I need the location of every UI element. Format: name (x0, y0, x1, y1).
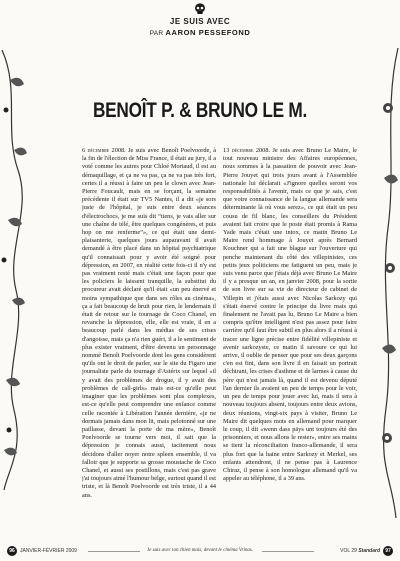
page-footer (0, 545, 400, 557)
article-headline: BENOÎT P. & BRUNO LE M. (92, 99, 308, 122)
issue-info-right (340, 548, 380, 554)
page-number-left: 96 (7, 546, 17, 556)
footer-rule-right (262, 551, 314, 552)
entry-text-left: Je suis avec Benoît Poelvoorde, à la fin de l'élection de Miss France, il était au jury, il a voté comme les autres pour Chloé Mortaud, il est au démaquillage, et ça ne va pas, ça ne va pas très fort, certes il a réussi à faire un peu le clown avec Jean-Pierre Foucault, mais en se forçant, la semaine précédente il était sur TV5 Nantes, il a dit «je sors juste de l'hôpital, je suis entre deux séances d'électrochocs, je me suis dit “tiens, je vais aller sur une chaîne de télé, être quelques congénères, et puis hop on me renferme”», ce qui était une demi-plaisanterie, quelques jours auparavant il avait demandé à être placé dans un hôpital psychiatrique qu'il connaissait pour y avoir été soigné pour dépression, en 2007, en réalité cette fois-ci il n'y est pas vraiment resté mais c'était une façon pour que les policiers le laissent tranquille, la substitut du procureur avait déclaré qu'il était «un peu énervé et moins sympathique que dans ses rôles au cinéma», ça a fait beaucoup de bruit pour rien, le lendemain il était de retour sur le tournage de Coco Chanel, en revanche la dépression, elle, elle est vraie, il en a beaucoup parlé dans les médias de ses crises d'angoisse, mais ça n'a rien guéri, il a le sentiment de plus exister vraiment, d'être devenu un personnage nommé Benoît Poelvoorde dont les gens considèrent qu'ils ont le droit de parler, sur le site du Figaro une journaliste parle du tournage d'Astérix sur lequel «il y avait des problèmes de drogue, il y avait des problèmes de call-girls» mais est-ce qu'elle peut imaginer que les problèmes sont plus complexes, est-ce qu'elle peut comprendre une enfance comme celle racontée à Libération l'année dernière, «je ne dormais jamais dans mon lit, mais pelotonné sur une paillasse, devant la porte de ma mère», Benoît Poelvoorde se tourne vers moi, il sait que la dépression je connais aussi, tacitement nous décidons d'aller noyer notre spleen ensemble, il va falloir que je supporte sa grosse moustache de Coco Chanel, et aussi ses postillons, mais c'est pas grave j'ai toujours aimé l'humour belge, surtout quand il est triste, et là Benoît Poelvoorde est très triste, il a 44 ans. (82, 147, 216, 499)
skull-icon (193, 2, 207, 16)
flower-illustration (378, 48, 400, 518)
byline-author: AARON PESSEFOND (165, 28, 251, 37)
entry-date-left: 6 décembre 2008. (82, 147, 126, 154)
article-column-right (223, 147, 357, 545)
article-column-left (82, 147, 216, 545)
issue-volume: VOL 29 (340, 548, 357, 554)
magazine-brand: Standard (358, 548, 380, 554)
byline-prefix: PAR (149, 30, 164, 37)
byline (0, 28, 400, 37)
page-number-right: 97 (383, 546, 393, 556)
vine-illustration (0, 50, 28, 490)
entry-date-right: 13 décembre 2008. (223, 147, 271, 154)
issue-date-left: JANVIER-FÉVRIER 2009 (20, 548, 77, 554)
column-title: JE SUIS AVEC (169, 17, 231, 26)
entry-text-right: Je suis avec Bruno Le Maire, le tout nouveau ministre des Affaires européennes, nous sommes à la passation de pouvoir avec Jean-Pierre Jouyet qui trois jours avant à l'Assemblée nationale lui déclarait «J'ignore quelles seront vos responsabilités à l'avenir, mais ce que je sais, c'est que votre connaissance de la langue allemande sera déterminante là où vous serez», ce qui était un peu cousu de fil blanc, les conseillers du Président avaient fait croire que le poste était promis à Rama Yade mais c'était une intox, ce matin Bruno Le Maire rend hommage à Jouyet après Bernard Kouchner qui a fait une blague sur l'ouverture qui penche maintenant du côté des villepinistes, ces petits jeux politiciens me fatiguent un peu, mais je suis venu parce que j'étais déjà avec Bruno Le Maire il y a presque un an, en janvier 2008, pour la sortie de son livre sur sa vie de directeur de cabinet de Villepin et j'étais aussi avec Nicolas Sarkozy qui s'était énervé contre le principe du livre mais qui finalement ne l'avait pas lu, Bruno Le Maire a bien compris qu'être intelligent n'est pas assez pour faire carrière qu'il faut être subtil en plus alors il a réussi à tracer une ligne précise entre fidélité villepiniste et avenir sarkozyste, ce matin il savoure ce qui lui arrive, il oublie de penser que pour ses deux garçons c'en est fini, dans son livre il en faisait un portrait déchirant, les crises d'asthme et de larmes à cause du père qui n'est jamais là, quand il est devenu député l'an dernier ils avaient un peu de temps pour le voir, un peu de temps pour jouer avec lui, mais il sera à nouveau toujours absent, toujours entre deux avions, deux réunions, vingt-six pays à visiter, Bruno Le Maire dit quelques mots en allemand pour marquer le coup, il dit «wenn dass päys unt toujours été des prisonniers, et nous allons le rester», entre ses mains se tient la réconciliation franco-allemande, il sera plus fort que la haine entre Sarkozy et Merkel, ses enfants attendront, il ne pense pas à Laurence Chiraz, il pense à son homologue allemand qu'il va appeler au téléphone, il a 39 ans. (223, 147, 357, 483)
masthead (0, 2, 400, 37)
footer-caption: Je suis avec ton chien mais, devant le cinéma Vrinas. (146, 548, 254, 553)
